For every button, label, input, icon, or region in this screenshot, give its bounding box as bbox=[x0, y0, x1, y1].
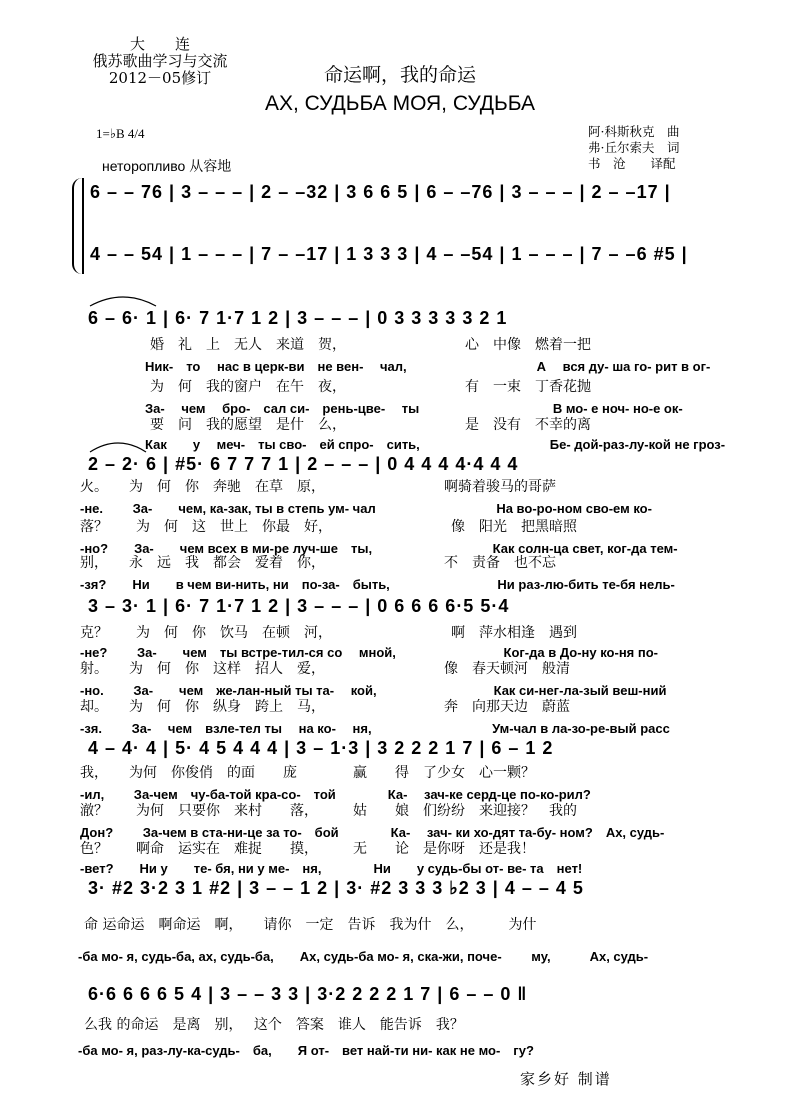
system-4-verse-2-ru: Дон? За-чем в ста-ни-це за то- бой Ка- зач- ки хо-дят та-бу- ном? Ах, судь- bbox=[80, 825, 665, 840]
system-2-verse-1-ru: -не. За- чем, ка-зак, ты в степь ум- чал На во-ро-ном сво-ем ко- bbox=[80, 501, 652, 516]
system-4-verse-1-ru: -ил, За-чем чу-ба-той кра-со- той Ка- зач-ке серд-це по-ко-рил? bbox=[80, 787, 591, 802]
system-1-verse-2-ru: За- чем бро- сал си- рень-цве- ты В мо- е ноч- но-е ок- bbox=[80, 401, 683, 416]
system-6-verse-1-cn: 么我 的命运 是离 别， 这个 答案 谁人 能告诉 我？ bbox=[84, 1017, 464, 1033]
organization-block bbox=[70, 36, 250, 87]
system-6-notes: 6·6 6 6 6 5 4 | 3 – – 3 3 | 3·2 2 2 2 1 7 | 6 – – 0 ‖ bbox=[88, 984, 528, 1004]
system-1-verse-1-cn: 婚 礼 上 无人 来道 贺， 心 中像 燃着一把 bbox=[80, 337, 591, 353]
org-line-2: 俄苏歌曲学习与交流 bbox=[92, 52, 228, 70]
system-3-notes: 3 – 3· 1 | 6· 7 1·7 1 2 | 3 – – – | 0 6 6 6 6·5 5·4 bbox=[88, 596, 510, 616]
system-2-verse-1-cn: 火。 为 何 你 奔驰 在草 原， 啊骑着骏马的哥萨 bbox=[80, 479, 556, 495]
intro-lower-staff: 4 – – 54 | 1 – – – | 7 – –17 | 1 3 3 3 | 4 – –54 | 1 – – – | 7 – –6 #5 | bbox=[90, 244, 688, 264]
system-1-verse-3-ru: Как у меч- ты сво- ей спро- сить, Бе- дой-раз-лу-кой не гроз- bbox=[80, 437, 726, 452]
system-5-notes: 3· #2 3·2 3 1 #2 | 3 – – 1 2 | 3· #2 3 3 3 ♭2 3 | 4 – – 4 5 bbox=[88, 878, 584, 898]
system-1-verse-1-ru: Ник- то нас в церк-ви не вен- чал, А вся ду- ша го- рит в ог- bbox=[80, 359, 711, 374]
intro-upper-staff: 6 – – 76 | 3 – – – | 2 – –32 | 3 6 6 5 | 6 – –76 | 3 – – – | 2 – –17 | bbox=[90, 182, 671, 202]
system-3-verse-1-ru: -не? За- чем ты встре-тил-ся со мной, Ког-да в До-ну ко-ня по- bbox=[80, 645, 658, 660]
system-start-barline bbox=[82, 178, 84, 274]
credits bbox=[588, 124, 679, 172]
system-4-notes: 4 – 4· 4 | 5· 4 5 4 4 4 | 3 – 1·3 | 3 2 2 2 1 7 | 6 – 1 2 bbox=[88, 738, 554, 758]
system-6-verse-1-ru: -ба мо- я, раз-лу-ка-судь- ба, Я от- вет най-ти ни- как не мо- гу? bbox=[78, 1043, 534, 1058]
key-signature: 1=♭B 4/4 bbox=[96, 126, 145, 141]
credit-composer: 阿·科斯秋克 曲 bbox=[588, 124, 680, 139]
system-3-verse-3-ru: -зя. За- чем взле-тел ты на ко- ня, Ум-чал в ла-зо-ре-вый расс bbox=[80, 721, 670, 736]
system-2-verse-3-ru: -зя? Ни в чем ви-нить, ни по-за- быть, Ни раз-лю-бить те-бя нель- bbox=[80, 577, 675, 592]
title-chinese: 命运啊，我的命运 bbox=[323, 64, 476, 86]
system-5-verse-1-cn: 命 运命运 啊命运 啊， 请你 一定 告诉 我为什 么， 为什 bbox=[84, 917, 537, 933]
system-1-verse-2-cn: 为 何 我的窗户 在午 夜， 有 一束 丁香花抛 bbox=[80, 379, 591, 395]
system-2-verse-2-cn: 落？ 为 何 这 世上 你最 好， 像 阳光 把黑暗照 bbox=[80, 519, 577, 535]
system-4-verse-1-cn: 我， 为何 你俊俏 的面 庞 赢 得 了少女 心一颗？ bbox=[80, 765, 535, 781]
system-2-verse-3-cn: 别， 永 远 我 都会 爱着 你， 不 责备 也不忘 bbox=[80, 555, 556, 571]
system-3-verse-2-ru: -но. За- чем же-лан-ный ты та- кой, Как си-нег-ла-зый веш-ний bbox=[80, 683, 667, 698]
system-1-notes: 6 – 6· 1 | 6· 7 1·7 1 2 | 3 – – – | 0 3 3 3 3 3 2 1 bbox=[88, 308, 508, 328]
system-2-verse-2-ru: -но? За- чем всех в ми-ре луч-ше ты, Как солн-ца свет, ког-да тем- bbox=[80, 541, 678, 556]
tempo-marking: неторопливо 从容地 bbox=[102, 158, 232, 174]
slur bbox=[88, 438, 148, 454]
system-4-verse-2-cn: 澈？ 为何 只要你 来村 落， 姑 娘 们纷纷 来迎接？ 我的 bbox=[80, 803, 577, 819]
system-2-notes: 2 – 2· 6 | #5· 6 7 7 7 1 | 2 – – – | 0 4 4 4 4·4 4 4 bbox=[88, 454, 519, 474]
slur bbox=[88, 292, 158, 308]
credit-lyricist: 弗·丘尔索夫 词 bbox=[588, 140, 680, 155]
system-5-verse-1-ru: -ба мо- я, судь-ба, ах, судь-ба, Ах, судь-ба мо- я, ска-жи, поче- му, Ах, судь- bbox=[78, 949, 649, 964]
score-maker: 家乡好 制谱 bbox=[520, 1070, 612, 1088]
system-4-verse-3-cn: 色？ 啊命 运实在 难捉 摸， 无 论 是你呀 还是我！ bbox=[80, 841, 535, 857]
title-russian: АХ, СУДЬБА МОЯ, СУДЬБА bbox=[264, 92, 536, 115]
system-3-verse-3-cn: 却。 为 何 你 纵身 跨上 马， 奔 向那天边 蔚蓝 bbox=[80, 699, 570, 715]
system-3-verse-1-cn: 克？ 为 何 你 饮马 在顿 河， 啊 萍水相逢 遇到 bbox=[80, 625, 577, 641]
system-3-verse-2-cn: 射。 为 何 你 这样 招人 爱， 像 春天顿河 般清 bbox=[80, 661, 570, 677]
credit-translator: 书 沧 译配 bbox=[588, 156, 676, 171]
system-1-verse-3-cn: 要 问 我的愿望 是什 么， 是 没有 不幸的离 bbox=[80, 417, 591, 433]
org-line-3: 2012－05修订 bbox=[108, 69, 212, 87]
system-4-verse-3-ru: -вет? Ни у те- бя, ни у ме- ня, Ни у судь-бы от- ве- та нет! bbox=[80, 861, 583, 876]
org-line-1: 大 连 bbox=[129, 35, 190, 53]
